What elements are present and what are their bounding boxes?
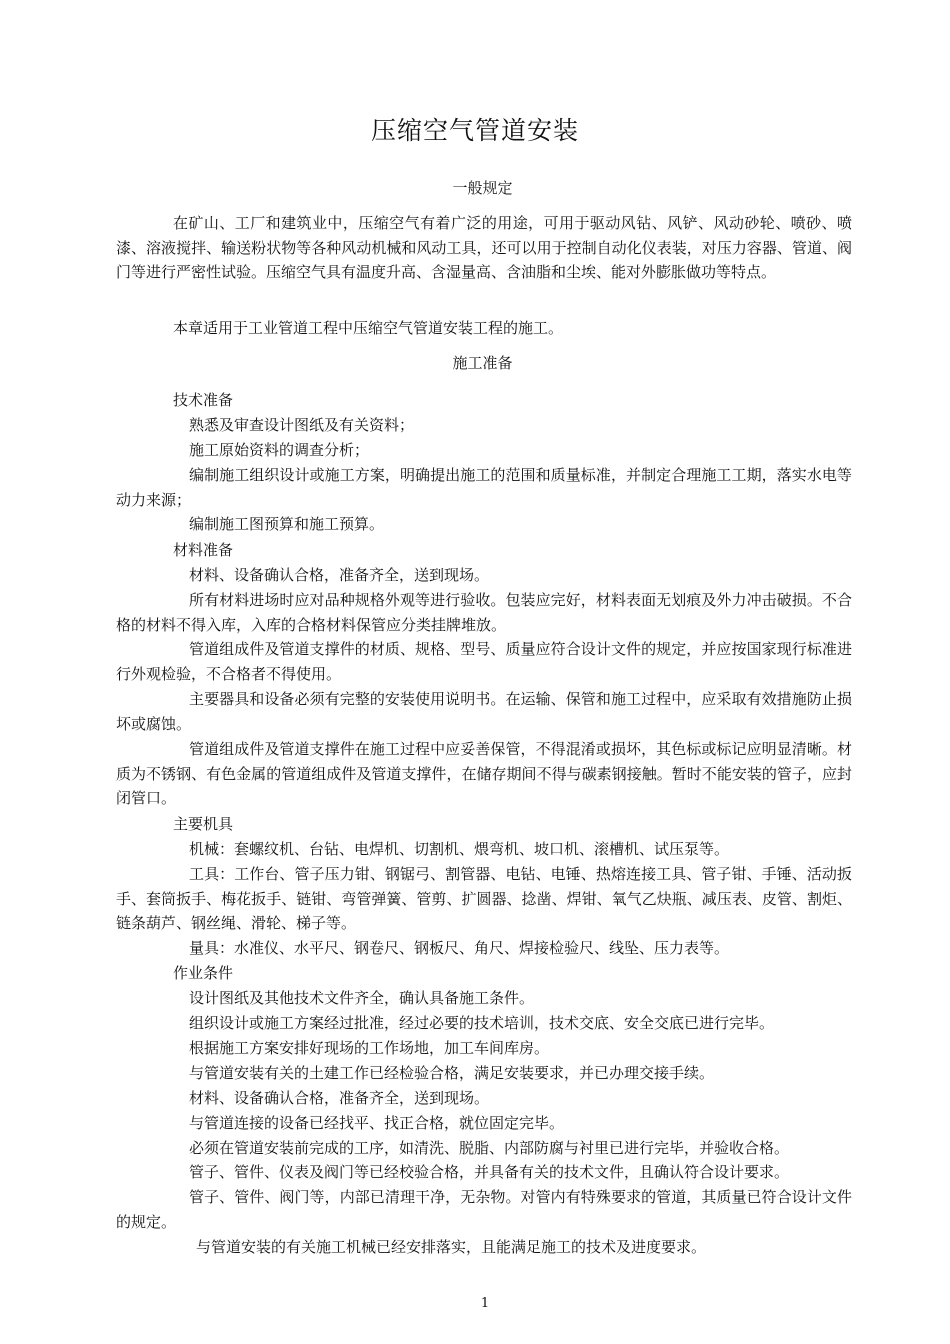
subsection-title-tools: 主要机具 — [173, 815, 234, 833]
document-title: 压缩空气管道安装 — [370, 116, 579, 145]
list-item: 设计图纸及其他技术文件齐全，确认具备施工条件。 — [189, 989, 535, 1007]
paragraph: 在矿山、工厂和建筑业中，压缩空气有着广泛的用途，可用于驱动风钻、风铲、风动砂轮、喷砂、喷漆、溶液搅拌、输送粉状物等各种风动机械和风动工具，还可以用于控制自动化仪表装，对压力容器、管道、阀门等进行严密性试验。压缩空气具有温度升高、含湿量高、含油脂和尘埃、能对外膨胀做功等特点。 — [116, 214, 852, 281]
list-item: 与管道安装的有关施工机械已经安排落实，且能满足施工的技术及进度要求。 — [196, 1238, 707, 1256]
list-item: 量具：水准仪、水平尺、钢卷尺、钢板尺、角尺、焊接检验尺、线坠、压力表等。 — [189, 939, 730, 957]
list-item: 组织设计或施工方案经过批准，经过必要的技术培训，技术交底、安全交底已进行完毕。 — [189, 1014, 775, 1032]
list-item: 管道组成件及管道支撑件在施工过程中应妥善保管，不得混淆或损坏，其色标或标记应明显清晰。材质为不锈钢、有色金属的管道组成件及管道支撑件，在储存期间不得与碳素钢接触。暂时不能安装的管子，应封闭管口。 — [116, 740, 852, 807]
section-heading-prep: 施工准备 — [452, 354, 513, 372]
list-item: 熟悉及审查设计图纸及有关资料； — [189, 416, 415, 434]
list-item: 与管道连接的设备已经找平、找正合格，就位固定完毕。 — [189, 1114, 565, 1132]
paragraph: 本章适用于工业管道工程中压缩空气管道安装工程的施工。 — [173, 319, 564, 337]
list-item: 管道组成件及管道支撑件的材质、规格、型号、质量应符合设计文件的规定，并应按国家现行标准进行外观检验，不合格者不得使用。 — [116, 640, 852, 683]
list-item: 施工原始资料的调查分析； — [189, 441, 370, 459]
section-heading-general: 一般规定 — [452, 179, 513, 197]
list-item: 根据施工方案安排好现场的工作场地，加工车间库房。 — [189, 1039, 550, 1057]
list-item: 机械：套螺纹机、台钻、电焊机、切割机、煨弯机、坡口机、滚槽机、试压泵等。 — [189, 840, 730, 858]
list-item: 主要器具和设备必须有完整的安装使用说明书。在运输、保管和施工过程中，应采取有效措施防止损坏或腐蚀。 — [116, 690, 852, 733]
list-item: 管子、管件、仪表及阀门等已经校验合格，并具备有关的技术文件，且确认符合设计要求。 — [189, 1163, 790, 1181]
list-item: 材料、设备确认合格，准备齐全，送到现场。 — [189, 1089, 490, 1107]
list-item: 所有材料进场时应对品种规格外观等进行验收。包装应完好，材料表面无划痕及外力冲击破损。不合格的材料不得入库，入库的合格材料保管应分类挂牌堆放。 — [116, 591, 852, 634]
subsection-title-technical: 技术准备 — [173, 391, 234, 409]
list-item: 材料、设备确认合格，准备齐全，送到现场。 — [189, 566, 490, 584]
list-item: 工具：工作台、管子压力钳、钢锯弓、割管器、电钻、电锤、热熔连接工具、管子钳、手锤、活动扳手、套筒扳手、梅花扳手、链钳、弯管弹簧、管剪、扩圆器、捻凿、焊钳、氧气乙炔瓶、减压表、皮管、割炬、链条葫芦、钢丝绳、滑轮、梯子等。 — [116, 865, 852, 932]
list-item: 与管道安装有关的土建工作已经检验合格，满足安装要求，并已办理交接手续。 — [189, 1064, 715, 1082]
list-item: 管子、管件、阀门等，内部已清理干净，无杂物。对管内有特殊要求的管道，其质量已符合设计文件的规定。 — [116, 1188, 852, 1231]
list-item: 编制施工组织设计或施工方案，明确提出施工的范围和质量标准，并制定合理施工工期，落实水电等动力来源； — [116, 466, 852, 509]
page-number: 1 — [480, 1296, 490, 1311]
list-item: 必须在管道安装前完成的工序，如清洗、脱脂、内部防腐与衬里已进行完毕，并验收合格。 — [189, 1139, 790, 1157]
subsection-title-conditions: 作业条件 — [173, 964, 234, 982]
subsection-title-material: 材料准备 — [173, 541, 234, 559]
list-item: 编制施工图预算和施工预算。 — [189, 515, 385, 533]
